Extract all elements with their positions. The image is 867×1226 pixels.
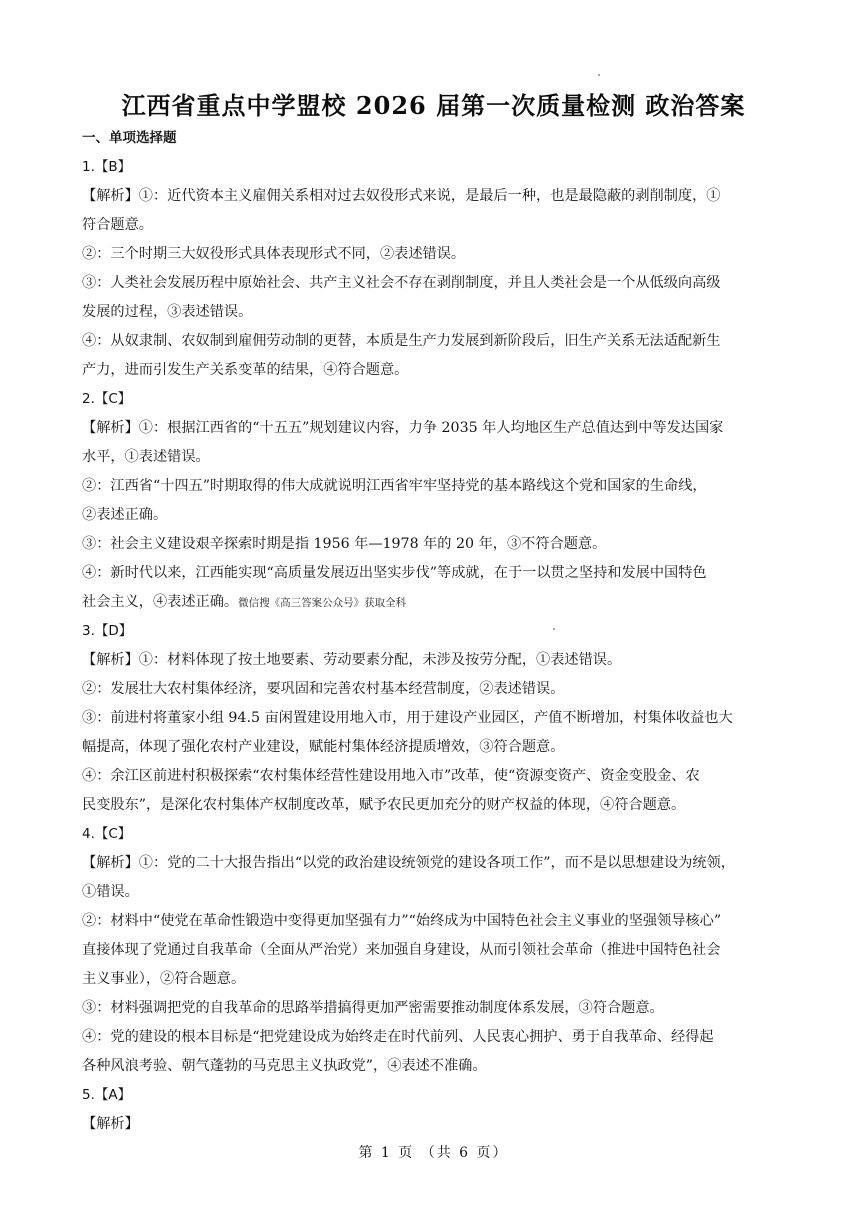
question-number <box>82 385 788 414</box>
section-heading: 一、单项选择题 <box>82 130 177 146</box>
explanation-line <box>82 1052 788 1081</box>
explanation-line <box>82 240 788 269</box>
explanation-line <box>82 704 788 733</box>
line-text: 4.【C】 <box>82 826 132 842</box>
explanation-line <box>82 414 788 443</box>
line-text: ③：人类社会发展历程中原始社会、共产主义社会不存在剥削制度，并且人类社会是一个从低级向高级 <box>82 275 721 291</box>
explanation-line <box>82 849 788 878</box>
line-text: ②：材料中“使党在革命性锻造中变得更加坚强有力”“始终成为中国特色社会主义事业的坚强领导核心” <box>82 913 722 929</box>
line-text: ②：江西省“十四五”时期取得的伟大成就说明江西省牢牢坚持党的基本路线这个党和国家的生命线， <box>82 478 707 494</box>
explanation-line <box>82 182 788 211</box>
line-text: ②：发展壮大农村集体经济，要巩固和完善农村基本经营制度，②表述错误。 <box>82 681 565 697</box>
explanation-line <box>82 472 788 501</box>
line-text: ②：三个时期三大奴役形式具体表现形式不同，②表述错误。 <box>82 246 466 262</box>
answer-lines <box>82 153 788 1139</box>
explanation-line <box>82 269 788 298</box>
question-number <box>82 820 788 849</box>
line-text: 2.【C】 <box>82 391 132 407</box>
line-text: ③：前进村将董家小组 94.5 亩闲置建设用地入市，用于建设产业园区，产值不断增加，村集体收益也大 <box>82 710 733 726</box>
explanation-line <box>82 298 788 327</box>
line-text: 【解析】①：材料体现了按土地要素、劳动要素分配，未涉及按劳分配，①表述错误。 <box>82 652 622 668</box>
explanation-line <box>82 762 788 791</box>
line-text: 3.【D】 <box>82 623 133 639</box>
explanation-line <box>82 994 788 1023</box>
line-text: 各种风浪考验、朝气蓬勃的马克思主义执政党”，④表述不准确。 <box>82 1058 487 1074</box>
line-text: 1.【B】 <box>82 159 132 175</box>
explanation-line <box>82 1023 788 1052</box>
explanation-line <box>82 501 788 530</box>
explanation-line <box>82 675 788 704</box>
line-text: 【解析】①：根据江西省的“十五五”规划建议内容，力争 2035 年人均地区生产总值达到中等发达国家 <box>82 420 724 436</box>
watermark <box>372 945 384 962</box>
explanation-line <box>82 646 788 675</box>
line-text: 直接体现了党通过自我革命（全面从严治党）来加强自身建设，从而引领社会革命（推进中国特色社会 <box>82 942 721 958</box>
explanation-line <box>82 559 788 588</box>
line-text: ④：从奴隶制、农奴制到雇佣劳动制的更替，本质是生产力发展到新阶段后，旧生产关系无法适配新生 <box>82 333 721 349</box>
scan-speck <box>598 74 600 76</box>
line-text: ④：新时代以来，江西能实现“高质量发展迈出坚实步伐”等成就，在于一以贯之坚持和发展中国特色 <box>82 565 707 581</box>
explanation-line <box>82 936 788 965</box>
explanation-line <box>82 530 788 559</box>
line-text: 【解析】 <box>82 1116 139 1132</box>
explanation-line <box>82 907 788 936</box>
explanation-line <box>82 1110 788 1139</box>
line-text: 发展的过程，③表述错误。 <box>82 304 253 320</box>
line-text: ③：材料强调把党的自我革命的思路举措搞得更加严密需要推动制度体系发展，③符合题意。 <box>82 1000 664 1016</box>
explanation-line <box>82 965 788 994</box>
line-text: 5.【A】 <box>82 1087 132 1103</box>
question-number <box>82 1081 788 1110</box>
line-text: 幅提高，体现了强化农村产业建设，赋能村集体经济提质增效，③符合题意。 <box>82 739 565 755</box>
inline-note: 微信搜《高三答案公众号》获取全科 <box>238 597 407 609</box>
line-text: 水平，①表述错误。 <box>82 449 210 465</box>
explanation-line <box>82 356 788 385</box>
line-text: 民变股东”，是深化农村集体产权制度改革，赋予农民更加充分的财产权益的体现，④符合题意。 <box>82 797 686 813</box>
explanation-line <box>82 211 788 240</box>
line-text: ③：社会主义建设艰辛探索时期是指 1956 年—1978 年的 20 年，③不符合题意。 <box>82 536 607 552</box>
explanation-line <box>82 327 788 356</box>
line-text: 产力，进而引发生产关系变革的结果，④符合题意。 <box>82 362 409 378</box>
line-text: 主义事业），②符合题意。 <box>82 971 246 987</box>
line-text: 【解析】①：近代资本主义雇佣关系相对过去奴役形式来说，是最后一种，也是最隐蔽的剥削制度，① <box>82 188 721 204</box>
line-text: ①错误。 <box>82 884 139 900</box>
line-text: 【解析】①：党的二十大报告指出“以党的政治建设统领党的建设各项工作”，而不是以思想建设为统领， <box>82 855 735 871</box>
line-text: ④：余江区前进村积极探索“农村集体经营性建设用地入市”改革，使“资源变资产、资金变股金、农 <box>82 768 700 784</box>
question-number <box>82 153 788 182</box>
line-text: ②表述正确。 <box>82 507 168 523</box>
line-text: ④：党的建设的根本目标是“把党建设成为始终走在时代前列、人民衷心拥护、勇于自我革命、经得起 <box>82 1029 714 1045</box>
document-title: 江西省重点中学盟校 2026 届第一次质量检测 政治答案 <box>121 91 746 120</box>
explanation-line <box>82 443 788 472</box>
line-text: 社会主义，④表述正确。 <box>82 594 239 610</box>
explanation-line <box>82 588 788 617</box>
answer-content <box>82 124 788 1139</box>
line-text: 符合题意。 <box>82 217 153 233</box>
question-number <box>82 617 788 646</box>
explanation-line <box>82 733 788 762</box>
explanation-line <box>82 791 788 820</box>
explanation-line <box>82 878 788 907</box>
page-footer: 第 1 页 （共 6 页） <box>358 1145 509 1161</box>
